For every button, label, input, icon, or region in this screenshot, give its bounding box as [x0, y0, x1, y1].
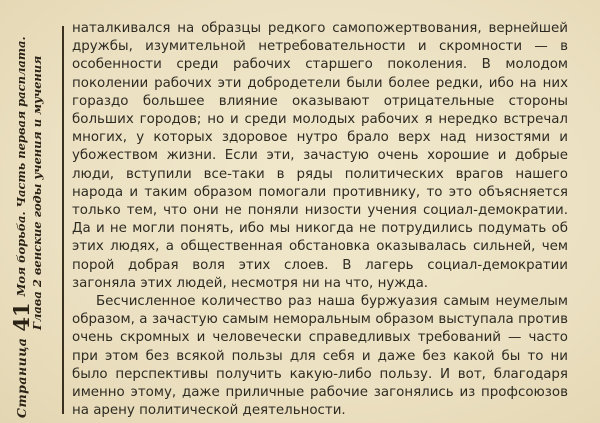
header-chapter-line — [29, 6, 45, 418]
body-text — [72, 20, 568, 420]
page-label: Страница — [13, 337, 29, 418]
header-page-line — [8, 6, 34, 418]
running-header — [4, 6, 54, 418]
paragraph: Бесчисленное количество раз наша буржуазия самым неумелым образом, а зачастую самым неморальным образом выступала против очень скромных и человечески справедливых требований — часто при этом без всякой пользы для себя и даже без какой бы то ни было перспективы получить какую-либо пользу. И вот, благодаря именно этому, даже приличные рабочие загонялись из профсоюзов на арену политической деятельности. — [72, 294, 568, 419]
page-header-sidebar — [4, 6, 54, 418]
page-number: 41 — [8, 302, 34, 332]
chapter-title: Глава 2 венские годы учения и мучения — [30, 55, 44, 330]
paragraph: наталкивался на образцы редкого самопожертвования, вернейшей дружбы, изумительной нетребовательности и скромности — в особенности среди рабочих старшего поколения. В молодом поколении рабочих эти добродетели были более редки, ибо на них гораздо большее влияние оказывают отрицательные стороны больших городов; но и среди молодых рабочих я нередко встречал многих, у которых здоровое нутро брало верх над низостями и убожеством жизни. Если эти, зачастую очень хорошие и добрые люди, вступили все-таки в ряды политических врагов нашего народа и таким образом помогали противнику, то это объясняется только тем, что они не поняли низости учения социал-демократии. Да и не могли понять, ибо мы никогда не потрудились подумать об этих людях, а общественная обстановка оказывалась сильней, чем порой добрая воля этих слоев. В лагерь социал-демократии загоняла этих людей, несмотря ни на что, нужда. — [72, 21, 568, 291]
book-part-title: Моя борьба. Часть первая расплата. — [14, 36, 28, 297]
header-divider — [62, 26, 64, 414]
